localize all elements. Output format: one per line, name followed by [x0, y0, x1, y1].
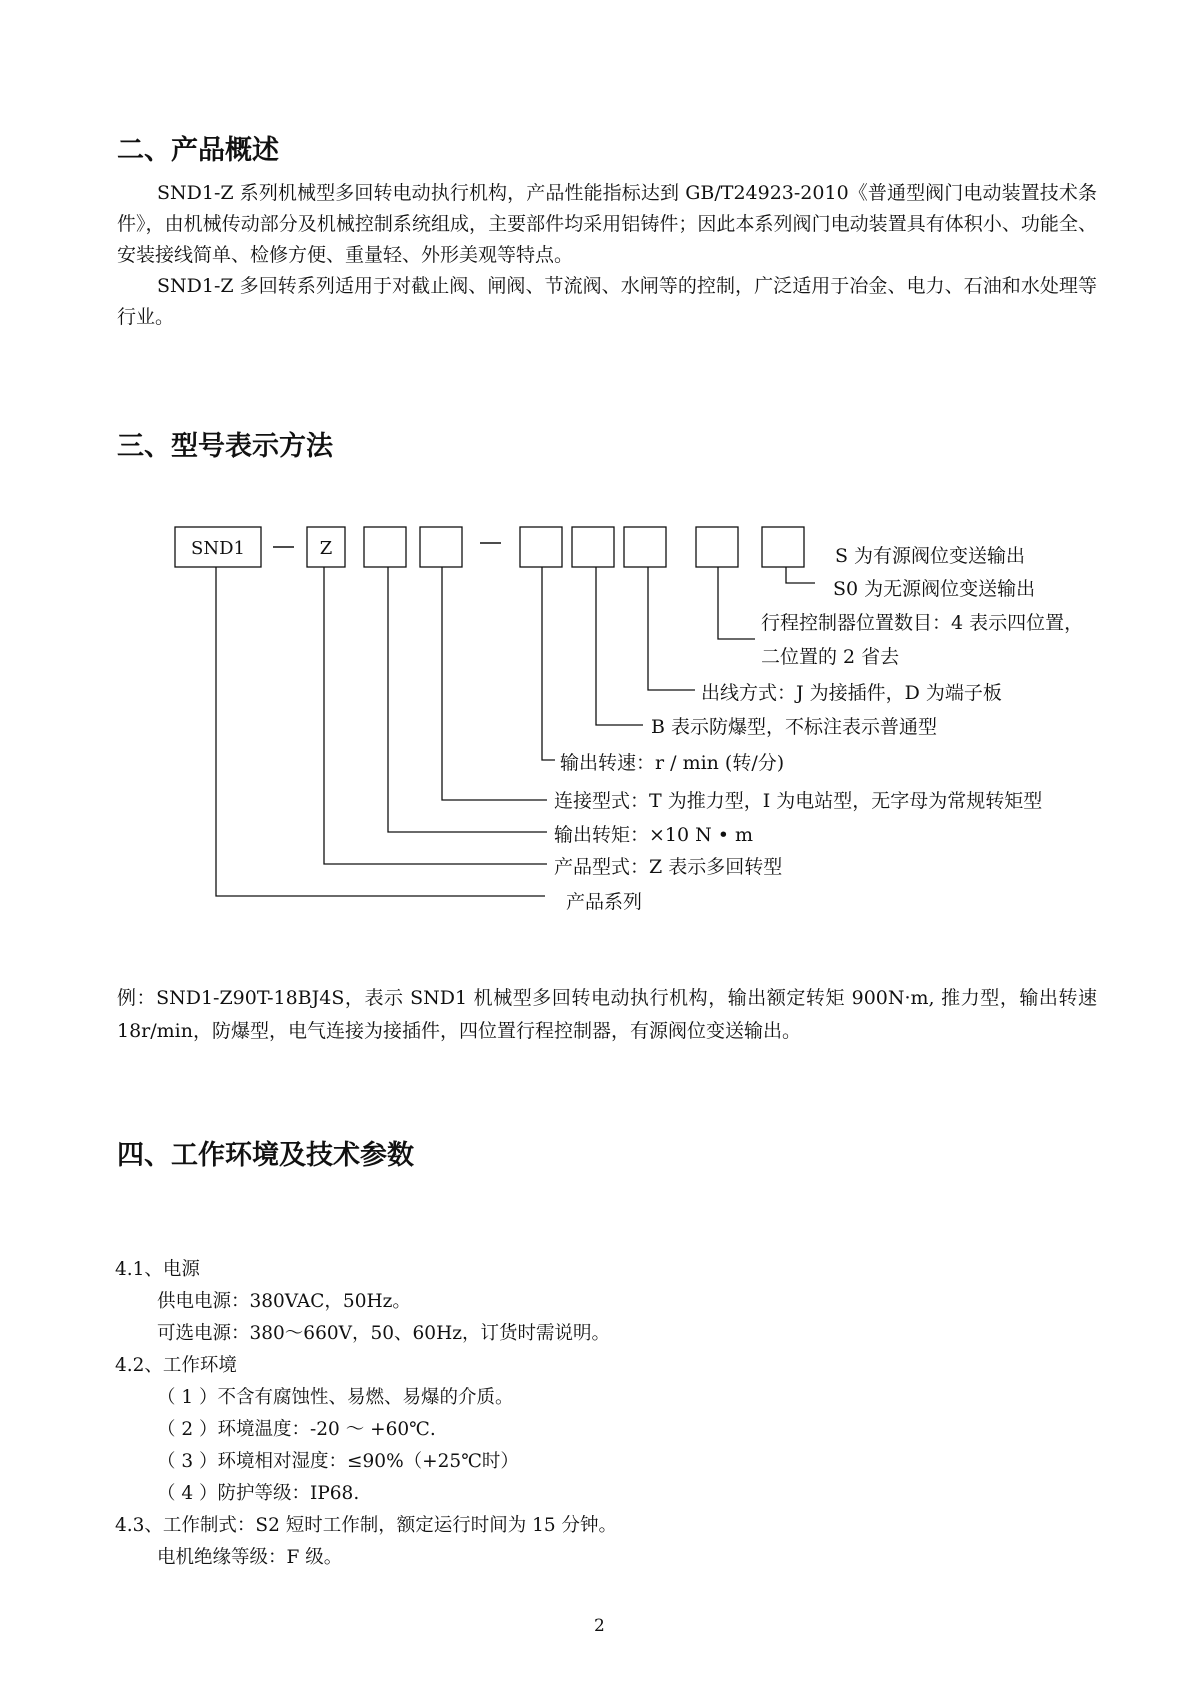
section-2-paragraph-1: SND1-Z 系列机械型多回转电动执行机构，产品性能指标达到 GB/T24923-2010《普通型阀门电动装置技术条件》，由机械传动部分及机械控制系统组成，主要部件均采用铝铸件；因此本系列阀门电动装置具有体积小、功能全、安装接线简单、检修方便、重量轻、外形美观等特点。	[117, 182, 1097, 266]
env-item-insulation: 电机绝缘等级：F 级。	[157, 1547, 343, 1568]
box-travel	[696, 527, 738, 567]
label-connection: 连接型式：T 为推力型，I 为电站型，无字母为常规转矩型	[554, 790, 1043, 812]
env-item-environment-heading: 4.2、工作环境	[115, 1355, 237, 1376]
label-travel-line-1: 行程控制器位置数目：4 表示四位置，	[761, 612, 1084, 634]
model-example: 例：SND1-Z90T-18BJ4S，表示 SND1 机械型多回转电动执行机构，输出额定转矩 900N·m, 推力型，输出转速 18r/min，防爆型，电气连接为接插件，四位置行程控制器，有源阀位变送输出。	[117, 987, 1097, 1042]
leader-product-type	[324, 567, 547, 864]
label-wiring: 出线方式：J 为接插件，D 为端子板	[701, 682, 1002, 704]
section-3-title: 三、型号表示方法	[117, 431, 333, 462]
label-travel-line-2: 二位置的 2 省去	[761, 646, 900, 668]
leader-travel	[718, 567, 755, 639]
label-series: 产品系列	[566, 891, 643, 913]
section-2-title: 二、产品概述	[117, 135, 279, 166]
label-speed: 输出转速：r / min (转/分)	[560, 752, 785, 774]
label-s-source: S 为有源阀位变送输出	[835, 545, 1026, 567]
section-4-title: 四、工作环境及技术参数	[117, 1140, 414, 1171]
box-connection	[420, 527, 462, 567]
leader-wiring	[648, 567, 695, 690]
leader-torque	[388, 567, 547, 832]
env-item-power-heading: 4.1、电源	[115, 1259, 200, 1280]
section-2-paragraph-2: SND1-Z 多回转系列适用于对截止阀、闸阀、节流阀、水闸等的控制，广泛适用于冶金、电力、石油和水处理等行业。	[117, 275, 1097, 328]
page-number: 2	[594, 1616, 605, 1636]
box-wiring	[624, 527, 666, 567]
label-product-type: 产品型式：Z 表示多回转型	[554, 856, 783, 878]
env-item-supply: 供电电源：380VAC，50Hz。	[157, 1291, 411, 1312]
env-item-protection: （ 4 ）防护等级：IP68.	[157, 1483, 360, 1504]
leader-connection	[442, 567, 547, 800]
leader-explosion	[596, 567, 643, 725]
label-explosion: B 表示防爆型，不标注表示普通型	[651, 716, 938, 738]
env-item-medium: （ 1 ）不含有腐蚀性、易燃、易爆的介质。	[157, 1387, 514, 1408]
env-item-humidity: （ 3 ）环境相对湿度：≤90%（+25℃时）	[157, 1451, 519, 1472]
env-item-temperature: （ 2 ）环境温度：-20 ～ +60℃.	[157, 1419, 436, 1440]
box-explosion	[572, 527, 614, 567]
label-torque: 输出转矩：×10 N • m	[554, 824, 754, 846]
env-item-optional-supply: 可选电源：380～660V，50、60Hz，订货时需说明。	[157, 1323, 610, 1344]
leader-speed	[542, 567, 555, 760]
env-item-duty: 4.3、工作制式：S2 短时工作制，额定运行时间为 15 分钟。	[115, 1515, 618, 1536]
label-s0-source: S0 为无源阀位变送输出	[833, 578, 1036, 600]
box-snd1-label: SND1	[191, 538, 245, 559]
box-speed	[520, 527, 562, 567]
leader-transmitter	[786, 567, 815, 583]
box-transmitter	[762, 527, 804, 567]
leader-series	[216, 567, 545, 896]
box-torque	[364, 527, 406, 567]
box-z-label: Z	[319, 538, 333, 559]
